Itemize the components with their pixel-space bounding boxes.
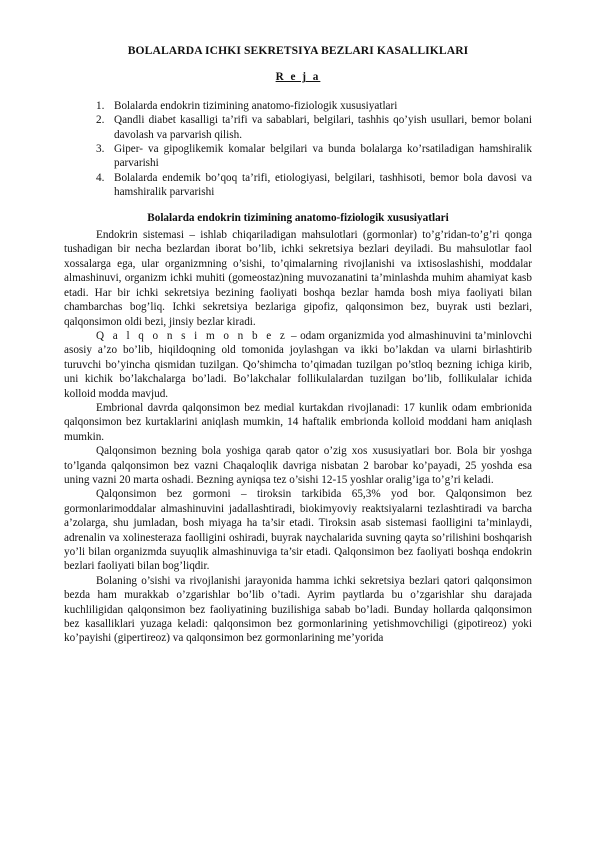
plan-item-number: 4.	[96, 171, 105, 184]
paragraph-text: – odam organizmida yod almashinuvini ta’minlovchi asosiy a’zo bo’lib, hiqildoqning old tomonida joylashgan va ikki bo’lakdan va ularni birlashtirib turuvchi bo’yincha qismidan tuzilgan. Qo’shimcha to’qimadan tuzilgan po’stloq bezning ichiga kirib, uni kichik bo’lakchalarga bo’ladi. Bo’lakchalar follikulalardan tuzilgan bo’lib, follikulalar ichida kolloid modda mavjud.	[64, 329, 532, 400]
term-thyroid: Q a l q o n s i m o n b e z	[96, 329, 288, 342]
document-title: BOLALARDA ICHKI SEKRETSIYA BEZLARI KASALLIKLARI	[127, 44, 469, 57]
plan-item-text: Qandli diabet kasalligi ta’rifi va sabablari, belgilari, tashhis qo’yish usullari, bemor bolani davolash va parvarish qilish.	[114, 114, 532, 141]
paragraph: Embrional davrda qalqonsimon bez medial kurtakdan rivojlanadi: 17 kunlik odam embrionida qalqonsimon bez kurtaklarini aniqlash mumkin, 14 haftalik embrionda kolloid moddani ham aniqlash mumkin.	[64, 401, 532, 443]
paragraph: Bolaning o’sishi va rivojlanishi jarayonida hamma ichki sekretsiya bezlari qatori qalqonsimon bezda ham murakkab o’zgarishlar bo’lib o’tadi. Ayrim paytlarda bu o’zgarishlar shu darajada kuchliligidan qalqonsimon bez faoliyatining buzilishiga sabab bo’ladi. Bunday hollarda qalqonsimon bez kasalliklari yuzaga keladi: qalqonsimon bez gormonlarining yetishmovchiligi (gipotireoz) yoki ko’payishi (gipertireoz) va qalqonsimon bez gormonlarining me’yorida	[64, 574, 532, 645]
section-title: Bolalarda endokrin tizimining anatomo-fiziologik xususiyatlari	[147, 211, 449, 224]
plan-item	[64, 142, 532, 171]
plan-item-text: Bolalarda endokrin tizimining anatomo-fiziologik xususiyatlari	[114, 99, 398, 112]
plan-item-text: Bolalarda endemik bo’qoq ta’rifi, etiologiyasi, belgilari, tashhisoti, bemor bola davosi va hamshiralik parvarishi	[114, 171, 532, 199]
plan-item	[64, 99, 532, 113]
plan-item-text: Giper- va gipoglikemik komalar belgilari va bunda bolalarga ko’rsatiladigan hamshiralik parvarishi	[114, 143, 532, 170]
plan-item	[64, 113, 532, 142]
paragraph: Qalqonsimon bez gormoni – tiroksin tarkibida 65,3% yod bor. Qalqonsimon bez gormonlarimoddalar almashinuvini jadallashtiradi, biokimyoviy reaktsiyalarni tezlashtiradi va barcha a’zolarga, shu jumladan, bosh miyaga ha ta’sir etadi. Tiroksin asab sistemasi faolligini ta’minlaydi, adrenalin va xolinesteraza faolligini oshiradi, buyrak naychalarida suvning qayta so’rilishini boshqarish yo’li bilan organizmda suyuqlik almashinuviga ta’sir etadi. Qalqonsimon bez faoliyati boshqa endokrin bezlari faoliyati bilan bog’liqdir.	[64, 488, 532, 573]
plan-item-number: 3.	[96, 143, 105, 156]
plan-heading: R e j a	[275, 71, 321, 84]
plan-item-number: 2.	[96, 114, 105, 127]
plan-list	[64, 99, 532, 200]
plan-item-number: 1.	[96, 99, 105, 112]
plan-item	[64, 171, 532, 200]
paragraph	[64, 329, 532, 401]
paragraph: Qalqonsimon bezning bola yoshiga qarab qator o’zig xos xususiyatlari bor. Bola bir yoshga to’lganda qalqonsimon bez vazni Chaqaloqlik davriga nisbatan 2 barobar ko’payadi, 25 yoshda esa uning vazni 20 marta oshadi. Bezning ayniqsa tez o’sishi 12-15 yoshlar oralig’iga to’g’ri keladi.	[64, 445, 532, 486]
paragraph: Endokrin sistemasi – ishlab chiqariladigan mahsulotlari (gormonlar) to’g’ridan-to’g’ri qonga tushadigan bir necha bezlardan iborat bo’lib, ichki sekretsiya bezlari deyiladi. Bu mahsulotlar faol xossalarga ega, ular organizmning o’sishi, to’qimalarning rivojlanishi va ixtisoslashishi, moddalar almashinuvi, organizm ichki muhiti (gomeostaz)ning muvozanatini ta’minlashda muhim ahamiyat kasb etadi. Har bir ichki sekretsiya bezining faoliyati boshqa bezlar hamda bosh miya faoliyati bilan chambarchas bog’liq. Ichki sekretsiya bezlariga gipofiz, qalqonsimon bez, buyrak usti bezlari, qalqonsimon oldi bezi, jinsiy bezlar kiradi.	[64, 229, 532, 328]
